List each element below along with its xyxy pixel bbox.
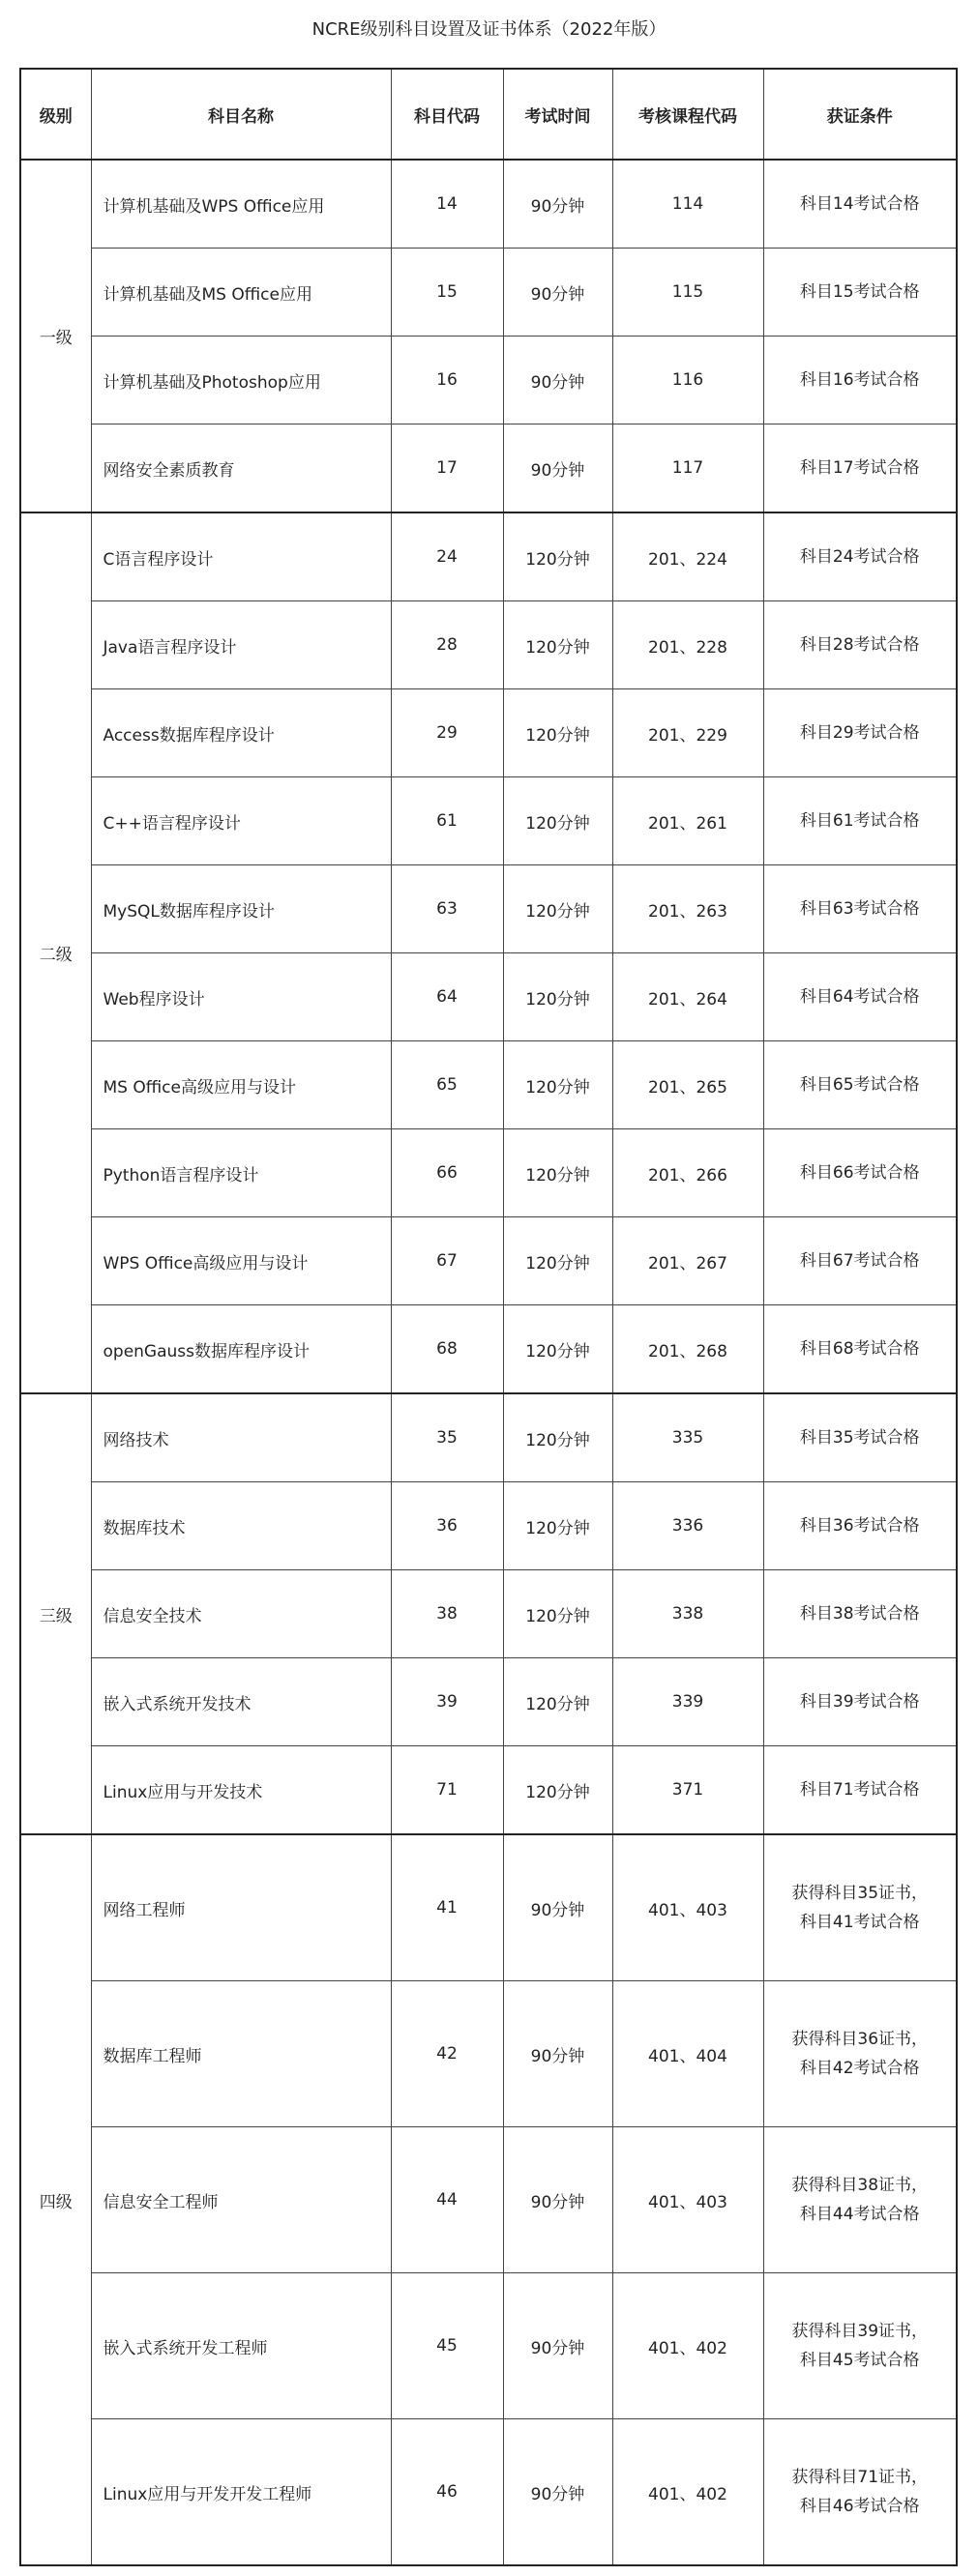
condition-line: 科目46考试合格 <box>799 2497 920 2516</box>
subject-code-cell: 44 <box>391 2127 503 2273</box>
subject-code-cell: 28 <box>391 601 503 689</box>
subject-code-cell: 41 <box>391 1834 503 1981</box>
subject-name-cell: 数据库技术 <box>91 1482 391 1570</box>
exam-time-cell: 90分钟 <box>503 2127 612 2273</box>
exam-time-cell: 90分钟 <box>503 1834 612 1981</box>
table-row <box>20 1658 957 1746</box>
condition-line: 科目65考试合格 <box>799 1075 920 1095</box>
subject-code-cell: 68 <box>391 1305 503 1394</box>
subject-name-cell: 信息安全工程师 <box>91 2127 391 2273</box>
condition-cell <box>763 2273 957 2419</box>
condition-cell <box>763 249 957 337</box>
exam-time-cell: 120分钟 <box>503 1129 612 1217</box>
subject-name-cell: 嵌入式系统开发工程师 <box>91 2273 391 2419</box>
course-code-cell: 201、263 <box>612 865 763 953</box>
exam-time-cell: 120分钟 <box>503 1393 612 1482</box>
condition-line: 科目16考试合格 <box>799 370 920 390</box>
condition-line: 科目38考试合格 <box>799 1604 920 1624</box>
condition-line: 科目67考试合格 <box>799 1251 920 1271</box>
condition-cell <box>763 1570 957 1658</box>
table-row <box>20 2419 957 2566</box>
header-code: 科目代码 <box>391 69 503 160</box>
condition-cell <box>763 1482 957 1570</box>
table-row <box>20 1834 957 1981</box>
table-row <box>20 1393 957 1482</box>
course-code-cell: 201、228 <box>612 601 763 689</box>
subject-code-cell: 65 <box>391 1041 503 1129</box>
subject-code-cell: 17 <box>391 424 503 513</box>
subject-name-cell: MS Office高级应用与设计 <box>91 1041 391 1129</box>
exam-time-cell: 90分钟 <box>503 2419 612 2566</box>
exam-time-cell: 120分钟 <box>503 865 612 953</box>
subject-name-cell: Linux应用与开发技术 <box>91 1746 391 1835</box>
condition-line: 获得科目71证书， <box>791 2468 929 2487</box>
course-code-cell: 201、265 <box>612 1041 763 1129</box>
subject-code-cell: 38 <box>391 1570 503 1658</box>
subject-name-cell: 计算机基础及MS Office应用 <box>91 249 391 337</box>
course-code-cell: 201、224 <box>612 512 763 601</box>
condition-line: 科目39考试合格 <box>799 1692 920 1712</box>
condition-line: 科目44考试合格 <box>799 2205 920 2224</box>
course-code-cell: 201、268 <box>612 1305 763 1394</box>
condition-line: 科目64考试合格 <box>799 987 920 1007</box>
subject-code-cell: 15 <box>391 249 503 337</box>
course-code-cell: 201、267 <box>612 1217 763 1305</box>
exam-time-cell: 120分钟 <box>503 1658 612 1746</box>
table-row <box>20 865 957 953</box>
subject-code-cell: 71 <box>391 1746 503 1835</box>
condition-cell <box>763 1658 957 1746</box>
subject-code-cell: 45 <box>391 2273 503 2419</box>
condition-line: 科目14考试合格 <box>799 194 920 214</box>
header-time: 考试时间 <box>503 69 612 160</box>
level-cell: 四级 <box>20 1834 91 2565</box>
condition-cell <box>763 1746 957 1835</box>
level-cell: 二级 <box>20 512 91 1393</box>
table-row <box>20 1981 957 2127</box>
table-body <box>20 160 957 2565</box>
condition-line: 科目24考试合格 <box>799 547 920 567</box>
table-row <box>20 1746 957 1835</box>
exam-time-cell: 90分钟 <box>503 2273 612 2419</box>
header-name: 科目名称 <box>91 69 391 160</box>
subject-code-cell: 35 <box>391 1393 503 1482</box>
condition-cell <box>763 1129 957 1217</box>
page-title: NCRE级别科目设置及证书体系（2022年版） <box>311 19 667 40</box>
condition-line: 科目28考试合格 <box>799 635 920 655</box>
course-code-cell: 114 <box>612 160 763 249</box>
condition-cell <box>763 1217 957 1305</box>
level-cell: 一级 <box>20 160 91 512</box>
condition-cell <box>763 777 957 865</box>
subject-code-cell: 64 <box>391 953 503 1041</box>
subject-code-cell: 29 <box>391 689 503 777</box>
condition-cell <box>763 865 957 953</box>
exam-time-cell: 120分钟 <box>503 1217 612 1305</box>
exam-time-cell: 120分钟 <box>503 1482 612 1570</box>
condition-cell <box>763 953 957 1041</box>
table-row <box>20 601 957 689</box>
exam-time-cell: 120分钟 <box>503 777 612 865</box>
condition-cell <box>763 512 957 601</box>
course-code-cell: 336 <box>612 1482 763 1570</box>
table-row <box>20 1482 957 1570</box>
condition-cell <box>763 1041 957 1129</box>
table-header <box>20 69 957 160</box>
exam-time-cell: 90分钟 <box>503 249 612 337</box>
subject-name-cell: 计算机基础及WPS Office应用 <box>91 160 391 249</box>
subject-code-cell: 61 <box>391 777 503 865</box>
subject-name-cell: 数据库工程师 <box>91 1981 391 2127</box>
course-code-cell: 335 <box>612 1393 763 1482</box>
subject-name-cell: openGauss数据库程序设计 <box>91 1305 391 1394</box>
condition-line: 科目17考试合格 <box>799 458 920 478</box>
course-code-cell: 201、266 <box>612 1129 763 1217</box>
table-row <box>20 777 957 865</box>
course-code-cell: 401、402 <box>612 2419 763 2566</box>
subject-name-cell: 网络技术 <box>91 1393 391 1482</box>
exam-time-cell: 120分钟 <box>503 1570 612 1658</box>
condition-line: 科目29考试合格 <box>799 723 920 743</box>
course-code-cell: 371 <box>612 1746 763 1835</box>
exam-time-cell: 120分钟 <box>503 1305 612 1394</box>
subject-name-cell: Java语言程序设计 <box>91 601 391 689</box>
subject-name-cell: WPS Office高级应用与设计 <box>91 1217 391 1305</box>
condition-cell <box>763 2419 957 2566</box>
subject-name-cell: C语言程序设计 <box>91 512 391 601</box>
condition-cell <box>763 1305 957 1394</box>
course-code-cell: 201、264 <box>612 953 763 1041</box>
header-level: 级别 <box>20 69 91 160</box>
condition-line: 科目36考试合格 <box>799 1516 920 1536</box>
condition-cell <box>763 1834 957 1981</box>
exam-time-cell: 90分钟 <box>503 160 612 249</box>
condition-cell <box>763 601 957 689</box>
subject-name-cell: C++语言程序设计 <box>91 777 391 865</box>
table-row <box>20 1305 957 1394</box>
condition-line: 科目15考试合格 <box>799 282 920 302</box>
exam-time-cell: 120分钟 <box>503 601 612 689</box>
exam-time-cell: 90分钟 <box>503 1981 612 2127</box>
header-course-code: 考核课程代码 <box>612 69 763 160</box>
condition-cell <box>763 160 957 249</box>
subject-name-cell: 嵌入式系统开发技术 <box>91 1658 391 1746</box>
level-cell: 三级 <box>20 1393 91 1834</box>
condition-cell <box>763 689 957 777</box>
course-code-cell: 117 <box>612 424 763 513</box>
condition-line: 科目63考试合格 <box>799 899 920 919</box>
condition-line: 科目68考试合格 <box>799 1339 920 1359</box>
condition-line: 科目66考试合格 <box>799 1163 920 1183</box>
condition-cell <box>763 1981 957 2127</box>
condition-line: 科目45考试合格 <box>799 2351 920 2370</box>
subject-code-cell: 14 <box>391 160 503 249</box>
exam-time-cell: 90分钟 <box>503 424 612 513</box>
header-condition: 获证条件 <box>763 69 957 160</box>
table-row <box>20 160 957 249</box>
exam-time-cell: 120分钟 <box>503 689 612 777</box>
condition-line: 获得科目35证书， <box>791 1884 929 1903</box>
course-code-cell: 401、403 <box>612 1834 763 1981</box>
exam-time-cell: 120分钟 <box>503 512 612 601</box>
course-code-cell: 116 <box>612 337 763 424</box>
table-row <box>20 249 957 337</box>
subject-code-cell: 46 <box>391 2419 503 2566</box>
condition-line: 获得科目36证书， <box>791 2030 929 2049</box>
subject-code-cell: 63 <box>391 865 503 953</box>
condition-line: 获得科目39证书， <box>791 2322 929 2341</box>
exam-time-cell: 90分钟 <box>503 337 612 424</box>
course-code-cell: 401、404 <box>612 1981 763 2127</box>
table-row <box>20 1570 957 1658</box>
table-row <box>20 2273 957 2419</box>
condition-cell <box>763 424 957 513</box>
subject-name-cell: 信息安全技术 <box>91 1570 391 1658</box>
subject-name-cell: 计算机基础及Photoshop应用 <box>91 337 391 424</box>
subject-code-cell: 16 <box>391 337 503 424</box>
condition-line: 科目71考试合格 <box>799 1780 920 1800</box>
subject-code-cell: 39 <box>391 1658 503 1746</box>
table-row <box>20 424 957 513</box>
table-row <box>20 1041 957 1129</box>
table-row <box>20 1129 957 1217</box>
subject-name-cell: MySQL数据库程序设计 <box>91 865 391 953</box>
exam-time-cell: 120分钟 <box>503 953 612 1041</box>
condition-cell <box>763 2127 957 2273</box>
condition-cell <box>763 337 957 424</box>
subject-name-cell: Web程序设计 <box>91 953 391 1041</box>
subject-table <box>19 68 958 2566</box>
table-row <box>20 1217 957 1305</box>
course-code-cell: 201、229 <box>612 689 763 777</box>
subject-name-cell: Linux应用与开发开发工程师 <box>91 2419 391 2566</box>
table-row <box>20 689 957 777</box>
condition-line: 获得科目38证书， <box>791 2176 929 2195</box>
subject-name-cell: Access数据库程序设计 <box>91 689 391 777</box>
course-code-cell: 201、261 <box>612 777 763 865</box>
subject-code-cell: 66 <box>391 1129 503 1217</box>
subject-name-cell: Python语言程序设计 <box>91 1129 391 1217</box>
course-code-cell: 115 <box>612 249 763 337</box>
subject-code-cell: 42 <box>391 1981 503 2127</box>
subject-name-cell: 网络安全素质教育 <box>91 424 391 513</box>
subject-name-cell: 网络工程师 <box>91 1834 391 1981</box>
subject-code-cell: 24 <box>391 512 503 601</box>
table-row <box>20 512 957 601</box>
exam-time-cell: 120分钟 <box>503 1041 612 1129</box>
exam-time-cell: 120分钟 <box>503 1746 612 1835</box>
course-code-cell: 338 <box>612 1570 763 1658</box>
condition-line: 科目42考试合格 <box>799 2059 920 2078</box>
course-code-cell: 401、402 <box>612 2273 763 2419</box>
table-row <box>20 953 957 1041</box>
course-code-cell: 401、403 <box>612 2127 763 2273</box>
table-row <box>20 337 957 424</box>
table-row <box>20 2127 957 2273</box>
condition-cell <box>763 1393 957 1482</box>
condition-line: 科目61考试合格 <box>799 811 920 831</box>
course-code-cell: 339 <box>612 1658 763 1746</box>
condition-line: 科目41考试合格 <box>799 1913 920 1932</box>
condition-line: 科目35考试合格 <box>799 1428 920 1448</box>
subject-code-cell: 36 <box>391 1482 503 1570</box>
subject-code-cell: 67 <box>391 1217 503 1305</box>
